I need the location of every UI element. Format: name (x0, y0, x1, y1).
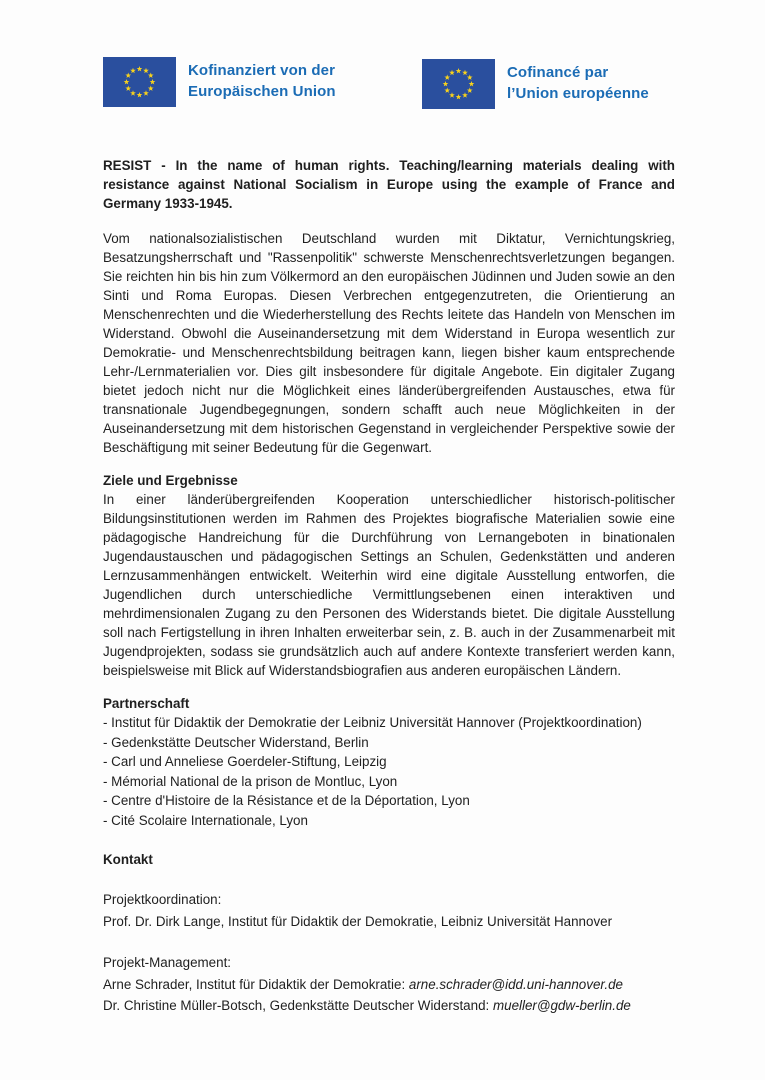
eu-funding-label-french (507, 59, 649, 104)
document-title: RESIST - In the name of human rights. Teaching/learning materials dealing with resistance against National Socialism in Europe using the example of France and Germany 1933-1945. (103, 158, 675, 211)
management-entry-text: Arne Schrader, Institut für Didaktik der Demokratie: (103, 976, 409, 992)
eu-flag-icon (103, 57, 176, 107)
eu-funding-label-french-line2: l’Union européenne (507, 85, 649, 102)
section-heading-partnerschaft: Partnerschaft (103, 696, 190, 711)
eu-funding-label-french-line1: Cofinancé par (507, 64, 609, 81)
projekt-management-entry (103, 995, 675, 1017)
intro-paragraph: Vom nationalsozialistischen Deutschland wurden mit Diktatur, Vernichtungskrieg, Besatzungsherrschaft und "Rassenpolitik" schwerste Menschenrechtsverletzungen begangen. Sie reichten hin bis hin zum Völkermord an den europäischen Jüdinnen und Juden sowie an den Sinti und Roma Europas. Diesen Verbrechen entgegenzutreten, die Orientierung an Menschenrechten und die Wiederherstellung des Rechts leitete das Handeln von Menschen im Widerstand. Obwohl die Auseinandersetzung mit dem Widerstand in Europa wesentlich zur Demokratie- und Menschenrechtsbildung beitragen kann, liegen bisher kaum entsprechende Lehr-/Lernmaterialien vor. Dies gilt insbesondere für digitale Angebote. Ein digitaler Zugang bietet jedoch nicht nur die Möglichkeit eines länderübergreifenden Austausches, etwa für transnationale Jugendbegegnungen, sondern schafft auch neue Möglichkeiten in der Auseinandersetzung mit dem historischen Gegenstand in vergleichender Perspektive sowie der Beschäftigung mit seiner Bedeutung für die Gegenwart. (103, 231, 675, 455)
management-entry-text: Dr. Christine Müller-Botsch, Gedenkstätte Deutscher Widerstand: (103, 998, 493, 1013)
eu-funding-logo-german (103, 57, 336, 107)
projektkoordination-value: Prof. Dr. Dirk Lange, Institut für Didaktik der Demokratie, Leibniz Universität Hannover (103, 913, 613, 929)
partner-item: - Institut für Didaktik der Demokratie der Leibniz Universität Hannover (Projektkoordination) (103, 715, 642, 730)
eu-funding-label-german-line2: Europäischen Union (188, 83, 336, 100)
eu-funding-logo-french (422, 59, 649, 109)
partner-item: - Centre d'Histoire de la Résistance et de la Déportation, Lyon (103, 793, 470, 808)
projektkoordination-label: Projektkoordination: (103, 892, 222, 907)
management-entry-email: arne.schrader@idd.uni-hannover.de (408, 976, 623, 992)
contact-block (103, 889, 675, 1017)
partner-item: - Carl und Anneliese Goerdeler-Stiftung, Leipzig (103, 754, 387, 769)
section-heading-kontakt: Kontakt (103, 852, 153, 867)
management-entry-email: mueller@gdw-berlin.de (492, 998, 631, 1013)
projekt-management-entry (103, 974, 675, 996)
projekt-management-label: Projekt-Management: (103, 955, 232, 970)
eu-funding-label-german-line1: Kofinanziert von der (188, 62, 336, 79)
partner-list (103, 713, 675, 830)
partner-item: - Cité Scolaire Internationale, Lyon (103, 812, 308, 828)
eu-flag-icon (422, 59, 495, 109)
partner-item: - Gedenkstätte Deutscher Widerstand, Berlin (103, 734, 369, 750)
eu-funding-label-german (188, 57, 336, 102)
document-content (103, 156, 675, 1017)
partner-item: - Mémorial National de la prison de Montluc, Lyon (103, 773, 398, 789)
ziele-paragraph: In einer länderübergreifenden Kooperation unterschiedlicher historisch-politischer Bildungsinstitutionen werden im Rahmen des Projektes biografische Materialien sowie eine pädagogische Handreichung für die Durchführung von Lernangeboten in binationalen Jugendaustauschen und pädagogischen Settings an Schulen, Gedenkstätten und anderen Lernzusammenhängen entwickelt. Weiterhin wird eine digitale Ausstellung entworfen, die Jugendlichen durch unterschiedliche Vermittlungsebenen einen interaktiven und mehrdimensionalen Zugang zu den Personen des Widerstands bietet. Die digitale Ausstellung soll nach Fertigstellung in ihren Inhalten erweiterbar sein, z. B. auch in der Zusammenarbeit mit Jugendprojekten, sodass sie grundsätzlich auch auf andere Kontexte transferiert werden kann, beispielsweise mit Blick auf Widerstandsbiografien aus anderen europäischen Ländern. (103, 492, 675, 678)
section-heading-ziele: Ziele und Ergebnisse (103, 473, 238, 488)
